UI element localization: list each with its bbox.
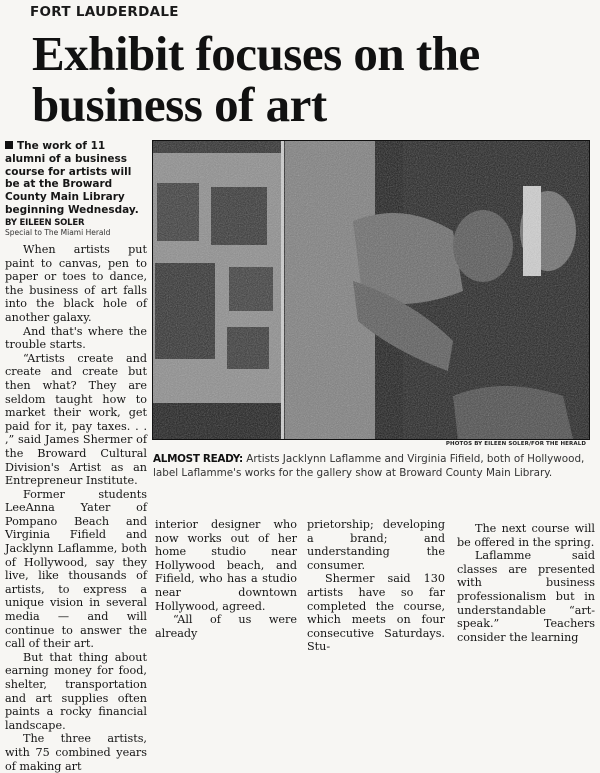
caption-text: Artists Jacklynn Laflamme and Virginia Fifield, both of Hollywood, label Laflamme's works for the gallery show at Broward County Main Library. xyxy=(153,453,585,479)
paragraph: The next course will be offered in the spring. xyxy=(457,522,595,549)
photo-artists-labeling-works xyxy=(153,141,589,439)
article-column-4 xyxy=(457,522,595,644)
article-deck xyxy=(5,140,141,217)
paragraph: The three artists, with 75 combined years of making art xyxy=(5,732,147,773)
photo-caption xyxy=(153,453,593,480)
paragraph: “Artists create and create and create but then what? They are seldom taught how to market their work, get paid for it, pay taxes. . . ,” said James Shermer of the Broward Cultural Division's Artist as an Entrepreneur Institute. xyxy=(5,351,147,488)
paragraph: And that's where the trouble starts. xyxy=(5,324,147,352)
caption-lead: ALMOST READY: xyxy=(153,453,243,465)
paragraph: Laflamme said classes are presented with business professionalism but in understandable “art-speak.” Teachers consider the learning xyxy=(457,549,595,644)
paragraph: interior designer who now works out of her home studio near Hollywood beach, and Fifield, who has a studio near downtown Hollywood, agreed. xyxy=(155,518,297,613)
paragraph: Shermer said 130 artists have so far completed the course, which meets on four consecutive Saturdays. Stu- xyxy=(307,572,445,654)
article-photo xyxy=(152,140,590,440)
article-column-2 xyxy=(155,518,297,640)
paragraph: “All of us were already xyxy=(155,613,297,640)
byline-org: Special to The Miami Herald xyxy=(5,228,111,237)
paragraph: But that thing about earning money for food, shelter, transportation and art supplies often paints a rocky financial landscape. xyxy=(5,650,147,732)
byline-name: BY EILEEN SOLER xyxy=(5,218,85,228)
dateline: FORT LAUDERDALE xyxy=(30,4,179,20)
byline xyxy=(5,218,145,237)
paragraph: Former students LeeAnna Yater of Pompano Beach and Virginia Fifield and Jacklynn Laflamme, both of Hollywood, say they live, like thousands of artists, to express a unique vision in several media — and will continue to answer the call of their art. xyxy=(5,487,147,651)
bullet-square-icon xyxy=(5,141,13,149)
article-column-3 xyxy=(307,518,445,654)
paragraph: prietorship; developing a brand; and understanding the consumer. xyxy=(307,518,445,572)
article-column-1 xyxy=(5,243,147,773)
paragraph: When artists put paint to canvas, pen to paper or toes to dance, the business of art falls into the black hole of another galaxy. xyxy=(5,243,147,324)
deck-text: The work of 11 alumni of a business course for artists will be at the Broward County Main Library beginning Wednesday. xyxy=(5,140,139,216)
photo-credit: PHOTOS BY EILEEN SOLER/FOR THE HERALD xyxy=(445,441,586,447)
headline: Exhibit focuses on the business of art xyxy=(32,26,480,132)
